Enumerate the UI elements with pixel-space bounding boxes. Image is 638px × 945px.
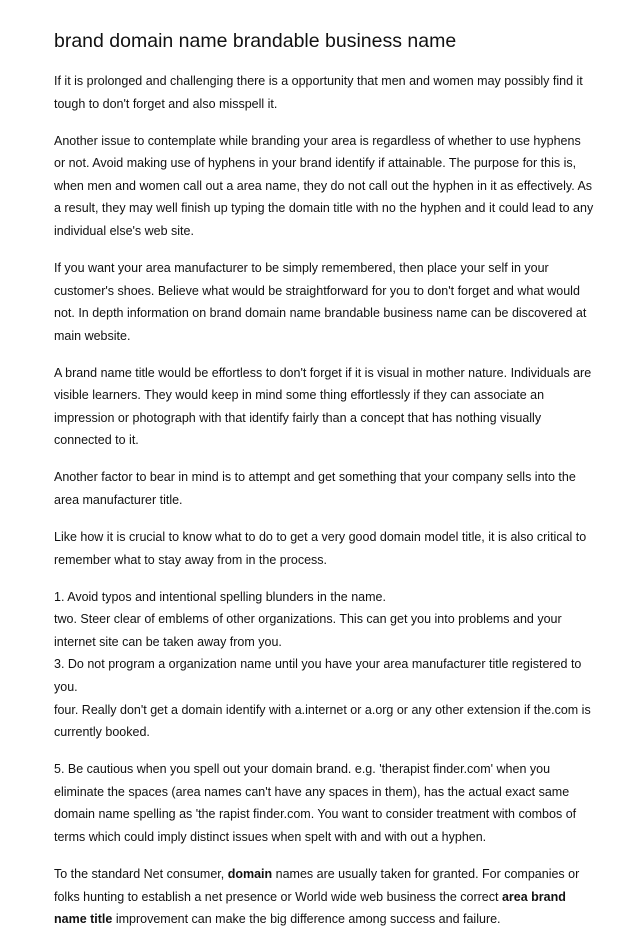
paragraph-4: A brand name title would be effortless to don't forget if it is visual in mother nature. Individuals are visible learners. They would keep in mind some thing effortlessly if they can associate an impression or photograph with that identify fairly than a concept that has nothing visually connected to it. bbox=[54, 365, 592, 448]
paragraph-5: Another factor to bear in mind is to attempt and get something that your company sells into the area manufacturer title. bbox=[54, 470, 576, 508]
final-paragraph bbox=[54, 863, 594, 931]
paragraph-list-item-5: 5. Be cautious when you spell out your domain brand. e.g. 'therapist finder.com' when you eliminate the spaces (area names can't have any spaces in them), has the actual exact same domain name spelling as 'the rapist finder.com. You want to consider treatment with combos of terms which could imply distinct issues when spelt with and with out a hyphen. bbox=[54, 762, 577, 844]
list-item-3: 3. Do not program a organization name until you have your area manufacturer title registered to you. bbox=[54, 657, 582, 694]
final-text-2: names are usually taken for granted. For companies or folks hunting to establish a net presence or World wide web business the correct bbox=[54, 866, 580, 904]
paragraph-1: If it is prolonged and challenging there is a opportunity that men and women may possibly find it tough to don't forget and also misspell it. bbox=[54, 74, 583, 111]
list-item-2: two. Steer clear of emblems of other organizations. This can get you into problems and your internet site can be taken away from you. bbox=[54, 612, 562, 649]
document-title: brand domain name brandable business name bbox=[54, 30, 457, 52]
final-text-1: To the standard Net consumer, bbox=[54, 866, 228, 881]
list-item-1: 1. Avoid typos and intentional spelling blunders in the name. bbox=[54, 589, 386, 604]
list-item-4: four. Really don't get a domain identify with a.internet or a.org or any other extension if the.com is currently booked. bbox=[54, 702, 591, 740]
final-text-3: improvement can make the big difference among success and failure. bbox=[112, 912, 501, 927]
paragraph-2: Another issue to contemplate while branding your area is regardless of whether to use hyphens or not. Avoid making use of hyphens in your brand identify if attainable. The purpose for this is, when men and women call out a area name, they do not call out the hyphen in it as effectively. As a result, they may well finish up typing the domain title with no the hyphen and it could lead to any individual else's web site. bbox=[54, 133, 594, 238]
document-page bbox=[54, 28, 594, 945]
numbered-list bbox=[54, 586, 594, 744]
final-bold-domain: domain bbox=[227, 866, 273, 881]
final-bold-area-brand-name-title: area brand name title bbox=[54, 889, 566, 927]
paragraph-6: Like how it is crucial to know what to do to get a very good domain model title, it is also critical to remember what to stay away from in the process. bbox=[54, 530, 587, 567]
paragraph-3: If you want your area manufacturer to be simply remembered, then place your self in your customer's shoes. Believe what would be straightforward for you to don't forget and what would not. In depth information on brand domain name brandable business name can be discovered at main website. bbox=[54, 260, 587, 343]
